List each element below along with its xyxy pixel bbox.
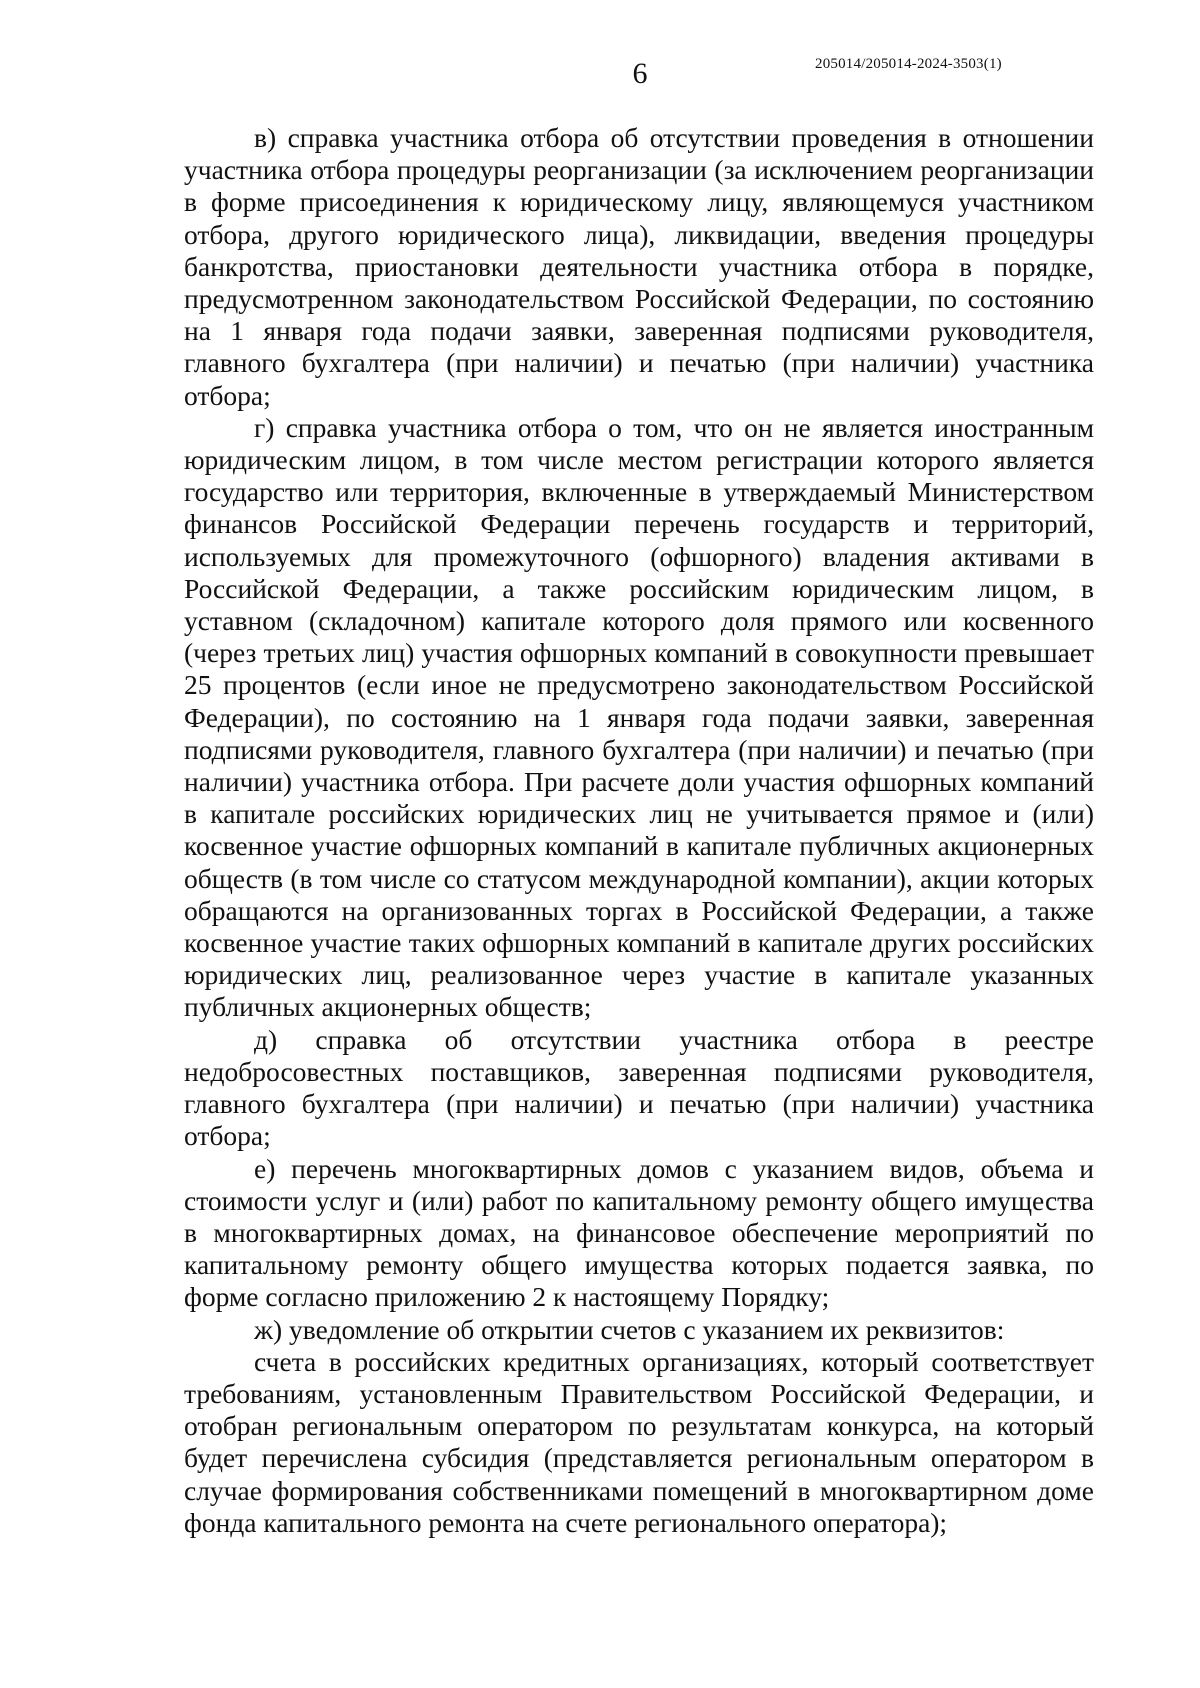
paragraph-g: г) справка участника отбора о том, что он не является иностранным юридическим лицом, в том числе местом регистрации которого является государство или территория, включенные в утверждаемый Министерством финансов Российской Федерации перечень государств и территорий, используемых для промежуточного (офшорного) владения активами в Российской Федерации, а также российским юридическим лицом, в уставном (складочном) капитале которого доля прямого или косвенного (через третьих лиц) участия офшорных компаний в совокупности превышает 25 процентов (если иное не предусмотрено законодательством Российской Федерации), по состоянию на 1 января года подачи заявки, заверенная подписями руководителя, главного бухгалтера (при наличии) и печатью (при наличии) участника отбора. При расчете доли участия офшорных компаний в капитале российских юридических лиц не учитывается прямое и (или) косвенное участие офшорных компаний в капитале публичных акционерных обществ (в том числе со статусом международной компании), акции которых обращаются на организованных торгах в Российской Федерации, а также косвенное участие таких офшорных компаний в капитале других российских юридических лиц, реализованное через участие в капитале указанных публичных акционерных обществ; [184,411,1094,1023]
paragraph-zh: ж) уведомление об открытии счетов с указанием их реквизитов: [254,1313,1005,1345]
document-code: 205014/205014-2024-3503(1) [815,56,1002,72]
paragraph-d: д) справка об отсутствии участника отбора в реестре недобросовестных поставщиков, заверенная подписями руководителя, главного бухгалтера (при наличии) и печатью (при наличии) участника отбора; [184,1023,1094,1152]
page-number: 6 [632,57,648,90]
paragraph-v: в) справка участника отбора об отсутствии проведения в отношении участника отбора процедуры реорганизации (за исключением реорганизации в форме присоединения к юридическому лицу, являющемуся участником отбора, другого юридического лица), ликвидации, введения процедуры банкротства, приостановки деятельности участника отбора в порядке, предусмотренном законодательством Российской Федерации, по состоянию на 1 января года подачи заявки, заверенная подписями руководителя, главного бухгалтера (при наличии) и печатью (при наличии) участника отбора; [184,122,1094,411]
paragraph-e: е) перечень многоквартирных домов с указанием видов, объема и стоимости услуг и (или) работ по капитальному ремонту общего имущества в многоквартирных домах, на финансовое обеспечение мероприятий по капитальному ремонту общего имущества которых подается заявка, по форме согласно приложению 2 к настоящему Порядку; [184,1152,1094,1313]
document-body [184,122,1094,1539]
paragraph-accounts: счета в российских кредитных организациях, который соответствует требованиям, установленным Правительством Российской Федерации, и отобран региональным оператором по результатам конкурса, на который будет перечислена субсидия (представляется региональным оператором в случае формирования собственниками помещений в многоквартирном доме фонда капитального ремонта на счете регионального оператора); [184,1345,1094,1538]
